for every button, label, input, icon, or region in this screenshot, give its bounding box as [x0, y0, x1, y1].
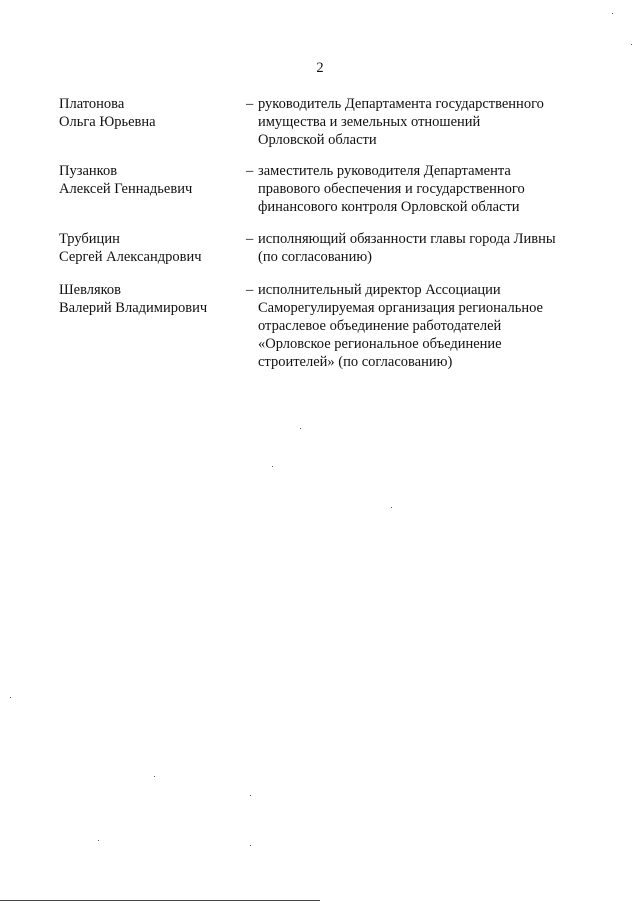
- dash-separator: –: [246, 163, 254, 179]
- position-line: исполняющий обязанности главы города Ливны: [258, 231, 556, 247]
- dash-separator: –: [246, 282, 254, 298]
- member-name: [59, 230, 239, 266]
- member-name: [59, 281, 239, 317]
- member-given-names: Сергей Александрович: [59, 249, 202, 265]
- position-line: руководитель Департамента государственного: [258, 96, 544, 112]
- scan-speck: [250, 845, 251, 846]
- position-line: отраслевое объединение работодателей: [258, 318, 502, 334]
- position-line: «Орловское региональное объединение: [258, 336, 502, 352]
- member-surname: Шевляков: [59, 282, 122, 298]
- member-name: [59, 95, 239, 131]
- scan-speck: [300, 428, 301, 429]
- member-given-names: Валерий Владимирович: [59, 300, 208, 316]
- member-given-names: Алексей Геннадьевич: [59, 181, 193, 197]
- position-line: строителей» (по согласованию): [258, 354, 453, 370]
- position-line: Саморегулируемая организация региональное: [258, 300, 543, 316]
- member-name: [59, 162, 239, 198]
- dash-separator: –: [246, 231, 254, 247]
- scan-speck: [272, 466, 273, 467]
- scan-speck: [612, 13, 613, 14]
- dash-separator: –: [246, 96, 254, 112]
- page-number: 2: [316, 60, 324, 76]
- member-position: [258, 95, 588, 149]
- member-position: [258, 162, 588, 216]
- scan-speck: [154, 776, 155, 777]
- position-line: правового обеспечения и государственного: [258, 181, 525, 197]
- member-surname: Пузанков: [59, 163, 118, 179]
- member-position: [258, 230, 588, 266]
- scan-speck: [391, 507, 392, 508]
- position-line: финансового контроля Орловской области: [258, 199, 520, 215]
- member-position: [258, 281, 588, 371]
- position-line: Орловской области: [258, 132, 377, 148]
- member-surname: Трубицин: [59, 231, 120, 247]
- member-surname: Платонова: [59, 96, 125, 112]
- position-line: имущества и земельных отношений: [258, 114, 481, 130]
- position-line: (по согласованию): [258, 249, 372, 265]
- position-line: исполнительный директор Ассоциации: [258, 282, 501, 298]
- member-given-names: Ольга Юрьевна: [59, 114, 156, 130]
- bottom-scan-edge: [0, 900, 320, 901]
- scan-speck: [10, 697, 11, 698]
- scan-speck: [98, 840, 99, 841]
- position-line: заместитель руководителя Департамента: [258, 163, 511, 179]
- scan-speck: [631, 44, 632, 45]
- scan-speck: [250, 795, 251, 796]
